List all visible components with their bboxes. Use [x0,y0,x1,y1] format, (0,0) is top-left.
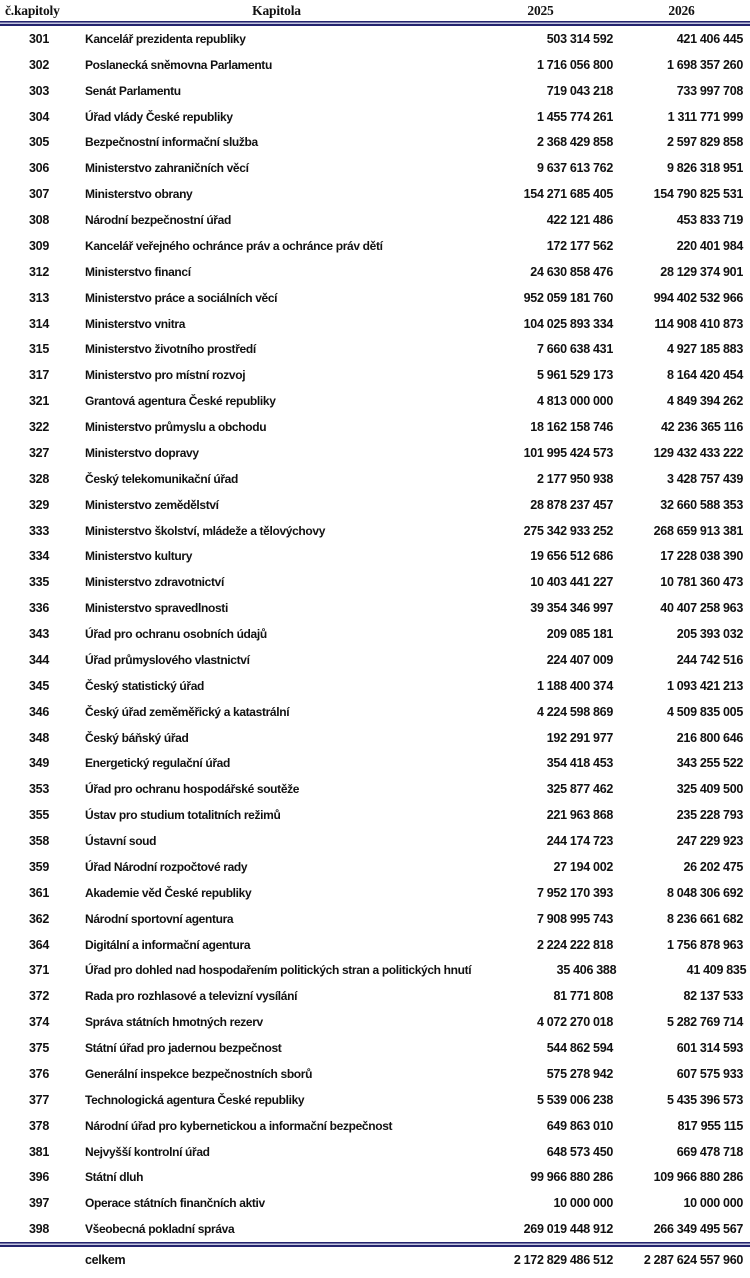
amount-2025: 1 188 400 374 [536,678,613,693]
table-row [0,285,750,311]
chapter-number: 372 [29,989,49,1004]
amount-2025: 172 177 562 [546,238,613,253]
chapter-name: Ministerstvo průmyslu a obchodu [85,420,267,435]
amount-2025: 544 862 594 [546,1041,613,1056]
chapter-number: 344 [29,652,49,667]
amount-2025: 7 908 995 743 [536,911,613,926]
amount-2026: 109 966 880 286 [653,1170,743,1185]
amount-2025: 244 174 723 [546,834,613,849]
table-row [0,958,750,984]
chapter-number: 359 [29,859,49,874]
amount-2026: 453 833 719 [676,213,743,228]
table-row [0,751,750,777]
amount-2025: 4 224 598 869 [536,704,613,719]
amount-2026: 1 093 421 213 [666,678,743,693]
table-row [0,259,750,285]
amount-2025: 325 877 462 [546,782,613,797]
table-row [0,647,750,673]
chapter-name: Generální inspekce bezpečnostních sborů [85,1066,313,1081]
table-header-row [0,0,750,21]
chapter-number: 336 [29,601,49,616]
chapter-name: Rada pro rozhlasové a televizní vysílání [85,989,298,1004]
table-row [0,1035,750,1061]
table-row [0,1009,750,1035]
amount-2025: 19 656 512 686 [530,549,613,564]
amount-2026: 8 236 661 682 [666,911,743,926]
table-row [0,1113,750,1139]
chapter-number: 362 [29,911,49,926]
chapter-name: Národní sportovní agentura [85,911,234,926]
chapter-number: 334 [29,549,49,564]
chapter-number: 313 [29,290,49,305]
amount-2025: 5 539 006 238 [536,1092,613,1107]
chapter-number: 355 [29,808,49,823]
amount-2025: 952 059 181 760 [523,290,613,305]
chapter-number: 302 [29,57,49,72]
chapter-number: 358 [29,834,49,849]
amount-2025: 648 573 450 [546,1144,613,1159]
chapter-name: Akademie věd České republiky [85,885,252,900]
chapter-name: Úřad pro ochranu osobních údajů [85,627,267,642]
amount-2025: 99 966 880 286 [530,1170,613,1185]
amount-2026: 42 236 365 116 [660,420,743,435]
amount-2026: 669 478 718 [676,1144,743,1159]
chapter-number: 376 [29,1066,49,1081]
chapter-number: 353 [29,782,49,797]
chapter-name: Český úřad zeměměřický a katastrální [85,704,290,719]
amount-2026: 421 406 445 [676,31,743,46]
amount-2025: 154 271 685 405 [523,187,613,202]
table-row [0,130,750,156]
table-row [0,776,750,802]
chapter-number: 377 [29,1092,49,1107]
amount-2026: 129 432 433 222 [653,445,743,460]
amount-2025: 422 121 486 [546,213,613,228]
amount-2026: 4 509 835 005 [666,704,743,719]
table-row [0,854,750,880]
amount-2026: 733 997 708 [676,83,743,98]
amount-2025: 224 407 009 [546,652,613,667]
chapter-name: Grantová agentura České republiky [85,394,276,409]
total-label: celkem [85,1253,126,1268]
chapter-name: Technologická agentura České republiky [85,1092,305,1107]
chapter-name: Ministerstvo životního prostředí [85,342,256,357]
amount-2026: 5 282 769 714 [666,1015,743,1030]
table-row [0,362,750,388]
col-header-2026: 2026 [668,2,695,18]
table-row [0,932,750,958]
chapter-number: 349 [29,756,49,771]
amount-2026: 343 255 522 [676,756,743,771]
amount-2026: 4 927 185 883 [666,342,743,357]
amount-2026: 266 349 495 567 [653,1222,743,1237]
chapter-number: 312 [29,264,49,279]
amount-2025: 7 660 638 431 [536,342,613,357]
table-row [0,1216,750,1242]
chapter-number: 381 [29,1144,49,1159]
chapter-number: 397 [29,1196,49,1211]
chapter-name: Ministerstvo obrany [85,187,193,202]
amount-2026: 4 849 394 262 [666,394,743,409]
chapter-name: Ústav pro studium totalitních režimů [85,808,281,823]
chapter-name: Státní dluh [85,1170,144,1185]
table-row [0,26,750,52]
chapter-name: Energetický regulační úřad [85,756,230,771]
table-row [0,544,750,570]
table-row [0,1190,750,1216]
amount-2025: 275 342 933 252 [523,523,613,538]
chapter-number: 396 [29,1170,49,1185]
chapter-number: 306 [29,161,49,176]
amount-2026: 268 659 913 381 [653,523,743,538]
amount-2025: 649 863 010 [546,1118,613,1133]
table-row [0,595,750,621]
chapter-name: Úřad pro dohled nad hospodařením politických stran a politických hnutí [85,963,472,978]
table-row [0,725,750,751]
amount-2026: 8 164 420 454 [666,368,743,383]
table-row [0,337,750,363]
chapter-name: Poslanecká sněmovna Parlamentu [85,57,272,72]
chapter-number: 335 [29,575,49,590]
amount-2025: 10 403 441 227 [530,575,613,590]
chapter-name: Úřad pro ochranu hospodářské soutěže [85,782,300,797]
amount-2026: 32 660 588 353 [660,497,743,512]
table-row [0,311,750,337]
amount-2026: 244 742 516 [676,652,743,667]
table-row [0,78,750,104]
chapter-number: 309 [29,238,49,253]
chapter-number: 304 [29,109,49,124]
amount-2026: 10 781 360 473 [660,575,743,590]
chapter-name: Ministerstvo vnitra [85,316,186,331]
amount-2026: 247 229 923 [676,834,743,849]
amount-2025: 1 716 056 800 [536,57,613,72]
amount-2025: 104 025 893 334 [523,316,613,331]
table-row [0,466,750,492]
chapter-number: 315 [29,342,49,357]
amount-2025: 27 194 002 [553,859,613,874]
total-amount-2026: 2 287 624 557 960 [643,1253,743,1268]
chapter-number: 345 [29,678,49,693]
amount-2025: 209 085 181 [546,627,613,642]
chapter-name: Bezpečnostní informační služba [85,135,258,150]
chapter-name: Všeobecná pokladní správa [85,1222,235,1237]
table-row [0,673,750,699]
table-row [0,414,750,440]
chapter-name: Ministerstvo spravedlnosti [85,601,228,616]
table-row [0,233,750,259]
table-row [0,621,750,647]
chapter-number: 305 [29,135,49,150]
amount-2025: 10 000 000 [553,1196,613,1211]
amount-2026: 817 955 115 [677,1118,743,1133]
chapter-number: 378 [29,1118,49,1133]
chapter-number: 307 [29,187,49,202]
amount-2026: 1 311 771 999 [667,109,743,124]
amount-2026: 10 000 000 [683,1196,743,1211]
table-row [0,518,750,544]
table-row [0,155,750,181]
amount-2025: 221 963 868 [546,808,613,823]
amount-2026: 9 826 318 951 [666,161,743,176]
table-row [0,1165,750,1191]
amount-2025: 2 224 222 818 [536,937,613,952]
table-row [0,828,750,854]
chapter-name: Český báňský úřad [85,730,189,745]
table-row [0,492,750,518]
chapter-name: Senát Parlamentu [85,83,181,98]
chapter-name: Digitální a informační agentura [85,937,251,952]
amount-2025: 503 314 592 [546,31,613,46]
amount-2026: 220 401 984 [676,238,743,253]
chapter-name: Český telekomunikační úřad [85,471,238,486]
table-row [0,906,750,932]
amount-2026: 325 409 500 [676,782,743,797]
chapter-number: 308 [29,213,49,228]
amount-2026: 235 228 793 [676,808,743,823]
chapter-name: Nejvyšší kontrolní úřad [85,1144,210,1159]
amount-2026: 1 698 357 260 [666,57,743,72]
amount-2026: 994 402 532 966 [653,290,743,305]
amount-2026: 26 202 475 [683,859,743,874]
amount-2026: 114 908 410 873 [654,316,743,331]
chapter-number: 327 [29,445,49,460]
amount-2025: 4 072 270 018 [536,1015,613,1030]
amount-2025: 2 368 429 858 [536,135,613,150]
amount-2025: 101 995 424 573 [523,445,613,460]
chapter-number: 301 [29,31,49,46]
amount-2026: 5 435 396 573 [666,1092,743,1107]
chapter-number: 343 [29,627,49,642]
amount-2026: 216 800 646 [676,730,743,745]
table-row [0,1061,750,1087]
amount-2026: 41 409 835 [686,963,747,978]
col-header-chapter-number: č.kapitoly [5,2,60,18]
table-row [0,52,750,78]
chapter-name: Ministerstvo dopravy [85,445,199,460]
chapter-number: 348 [29,730,49,745]
chapter-name: Ministerstvo zdravotnictví [85,575,224,590]
chapter-name: Český statistický úřad [85,678,205,693]
amount-2026: 607 575 933 [676,1066,743,1081]
chapter-number: 317 [29,368,49,383]
chapter-name: Státní úřad pro jadernou bezpečnost [85,1041,282,1056]
table-row [0,440,750,466]
amount-2025: 7 952 170 393 [536,885,613,900]
amount-2026: 205 393 032 [676,627,743,642]
amount-2025: 5 961 529 173 [536,368,613,383]
chapter-number: 322 [29,420,49,435]
table-row [0,569,750,595]
chapter-name: Ústavní soud [85,834,157,849]
chapter-name: Správa státních hmotných rezerv [85,1015,263,1030]
amount-2025: 2 177 950 938 [536,471,613,486]
table-row [0,104,750,130]
amount-2025: 18 162 158 746 [530,420,613,435]
chapter-number: 361 [29,885,49,900]
amount-2026: 154 790 825 531 [653,187,743,202]
table-row [0,388,750,414]
chapter-number: 321 [29,394,49,409]
chapter-number: 328 [29,471,49,486]
amount-2026: 3 428 757 439 [666,471,743,486]
chapter-name: Národní bezpečnostní úřad [85,213,231,228]
amount-2026: 2 597 829 858 [666,135,743,150]
col-header-chapter-name: Kapitola [252,2,301,18]
table-row [0,880,750,906]
chapter-number: 364 [29,937,49,952]
chapter-name: Úřad průmyslového vlastnictví [85,652,250,667]
chapter-name: Úřad vlády České republiky [85,109,233,124]
chapter-name: Národní úřad pro kybernetickou a informační bezpečnost [85,1118,393,1133]
table-row [0,181,750,207]
amount-2026: 82 137 533 [683,989,743,1004]
chapter-name: Kancelář prezidenta republiky [85,31,246,46]
amount-2025: 354 418 453 [546,756,613,771]
total-row [0,1247,750,1273]
amount-2025: 35 406 388 [556,963,617,978]
amount-2025: 9 637 613 762 [536,161,613,176]
amount-2025: 24 630 858 476 [530,264,613,279]
chapter-name: Ministerstvo zemědělství [85,497,219,512]
chapter-name: Operace státních finančních aktiv [85,1196,265,1211]
amount-2026: 1 756 878 963 [666,937,743,952]
amount-2025: 28 878 237 457 [530,497,613,512]
chapter-number: 303 [29,83,49,98]
amount-2026: 17 228 038 390 [660,549,743,564]
amount-2025: 719 043 218 [546,83,613,98]
chapter-number: 374 [29,1015,49,1030]
amount-2025: 269 019 448 912 [523,1222,613,1237]
amount-2025: 39 354 346 997 [530,601,613,616]
table-row [0,983,750,1009]
chapter-name: Úřad Národní rozpočtové rady [85,859,248,874]
amount-2026: 601 314 593 [676,1041,743,1056]
chapter-number: 346 [29,704,49,719]
chapter-name: Ministerstvo zahraničních věcí [85,161,249,176]
table-row [0,1087,750,1113]
amount-2026: 40 407 258 963 [660,601,743,616]
amount-2025: 81 771 808 [553,989,613,1004]
amount-2025: 575 278 942 [546,1066,613,1081]
amount-2026: 28 129 374 901 [660,264,743,279]
table-row [0,1139,750,1165]
chapter-number: 329 [29,497,49,512]
chapter-name: Kancelář veřejného ochránce práv a ochránce práv dětí [85,238,383,253]
amount-2025: 1 455 774 261 [536,109,613,124]
chapter-number: 314 [29,316,49,331]
table-row [0,802,750,828]
amount-2025: 4 813 000 000 [536,394,613,409]
chapter-name: Ministerstvo pro místní rozvoj [85,368,246,383]
chapter-name: Ministerstvo školství, mládeže a tělovýchovy [85,523,326,538]
chapter-name: Ministerstvo práce a sociálních věcí [85,290,278,305]
chapter-name: Ministerstvo kultury [85,549,193,564]
chapter-number: 398 [29,1222,49,1237]
amount-2026: 8 048 306 692 [666,885,743,900]
table-row [0,699,750,725]
chapter-number: 371 [29,963,49,978]
chapter-number: 375 [29,1041,49,1056]
col-header-2025: 2025 [527,2,554,18]
chapter-name: Ministerstvo financí [85,264,191,279]
chapter-number: 333 [29,523,49,538]
total-amount-2025: 2 172 829 486 512 [513,1253,613,1268]
amount-2025: 192 291 977 [546,730,613,745]
table-body [0,26,750,1242]
table-row [0,207,750,233]
